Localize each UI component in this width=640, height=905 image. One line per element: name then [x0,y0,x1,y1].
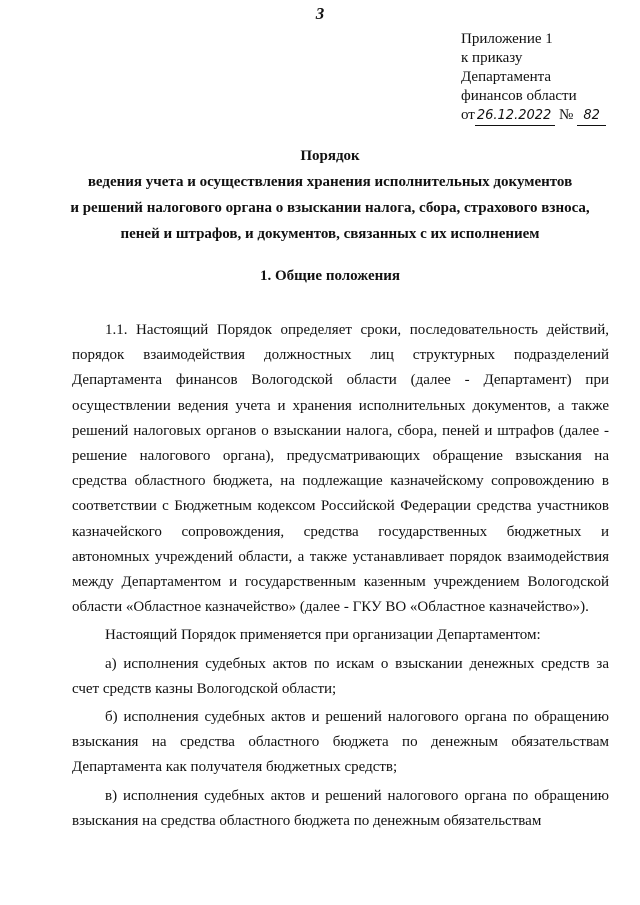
appendix-line-4: финансов области [461,88,577,104]
title-line-2: ведения учета и осуществления хранения исполнительных документов [87,174,573,190]
appendix-line-3: Департамента [461,69,552,85]
title-line-1: Порядок [300,148,360,164]
appendix-number-label: № [559,107,574,123]
paragraph-1-1: 1.1. Настоящий Порядок определяет сроки, последовательность действий, порядок взаимодействия должностных лиц структурных подразделений Департамента финансов Вологодской области (далее - Департамент) при осуществлении ведения учета и хранения исполнительных документов, а также решений налоговых органов о взыскании налога, сбора, пеней и штрафов (далее - решение налогового органа), предусматривающих обращение взыскания на средства областного бюджета, на подлежащие казначейскому сопровождению в соответствии с Бюджетным кодексом Российской Федерации средства участников казначейского сопровождения, средства государственных бюджетных и автономных учреждений области, а также устанавливает порядок взаимодействия между Департаментом и государственным казенным учреждением Вологодской области «Областное казначейство» (далее - ГКУ ВО «Областное казначейство»). [72,322,609,616]
appendix-order-line [461,106,606,126]
document-body [72,318,609,834]
appendix-line-1: Приложение 1 [461,31,553,47]
appendix-block [461,30,606,126]
document-title [40,143,620,247]
section-heading: 1. Общие положения [259,268,401,284]
paragraph-item-a: а) исполнения судебных актов по искам о взыскании денежных средств за счет средств казны Вологодской области; [72,655,609,697]
appendix-line-2: к приказу [461,50,523,66]
paragraph-item-b: б) исполнения судебных актов и решений налогового органа по обращению взыскания на средства областного бюджета по денежным обязательствам Департамента как получателя бюджетных средств; [72,709,609,776]
handwritten-date: 26.12.2022 [475,106,555,126]
paragraph-scope: Настоящий Порядок применяется при организации Департаментом: [105,627,541,644]
appendix-from-label: от [461,107,475,123]
title-line-3: и решений налогового органа о взыскании налога, сбора, страхового взноса, [70,200,590,216]
handwritten-number: 82 [577,106,606,126]
page-number: 3 [315,4,325,23]
title-line-4: пеней и штрафов, и документов, связанных с их исполнением [120,226,540,242]
paragraph-item-v: в) исполнения судебных актов и решений налогового органа по обращению взыскания на средства областного бюджета по денежным обязательствам [72,787,609,829]
